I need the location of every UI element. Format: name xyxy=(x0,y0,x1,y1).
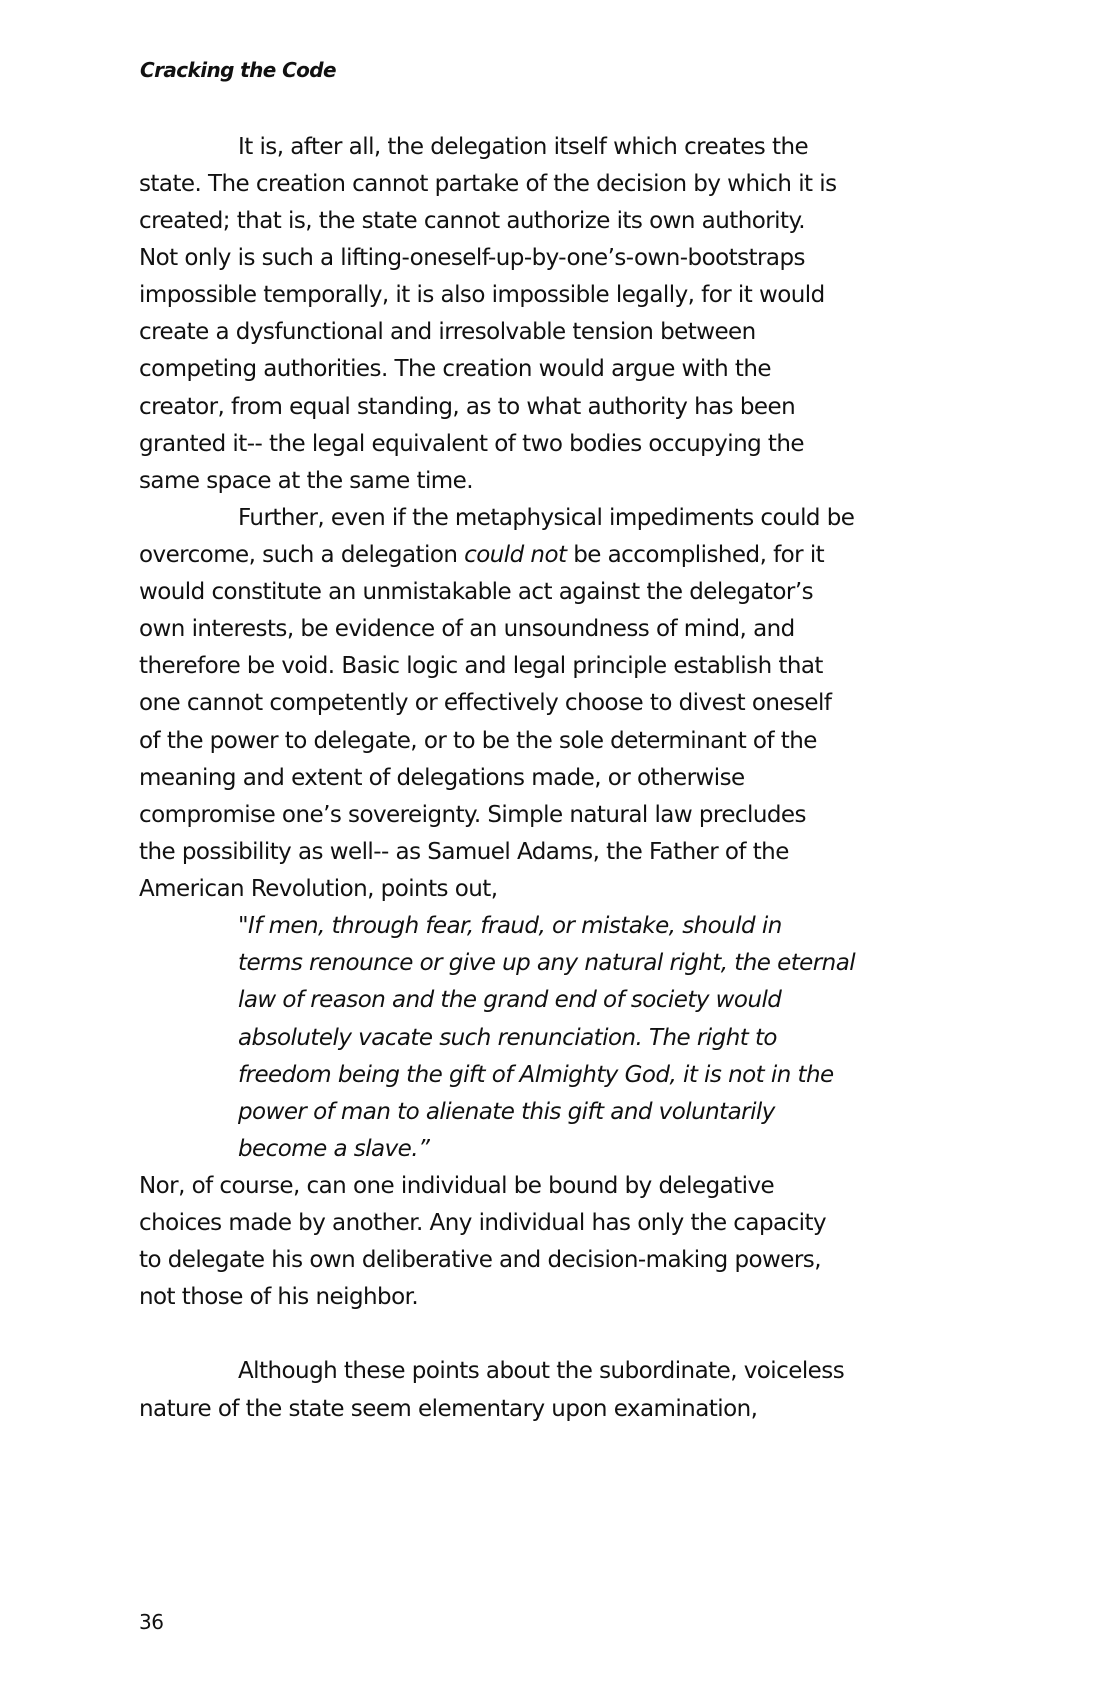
running-header-title: Cracking the Code xyxy=(140,58,336,82)
quote-line: become a slave.” xyxy=(238,1136,430,1162)
text-line: choices made by another. Any individual has only the capacity xyxy=(139,1210,827,1236)
text-line: not those of his neighbor. xyxy=(139,1284,419,1310)
text-line: created; that is, the state cannot authorize its own authority. xyxy=(139,208,805,234)
text-line: American Revolution, points out, xyxy=(139,876,498,902)
text-line: one cannot competently or effectively choose to divest oneself xyxy=(139,690,832,716)
text-line: granted it-- the legal equivalent of two bodies occupying the xyxy=(139,431,805,457)
page-number: 36 xyxy=(139,1610,164,1634)
text-line: create a dysfunctional and irresolvable tension between xyxy=(139,319,756,345)
text-line xyxy=(139,540,824,570)
text-line: creator, from equal standing, as to what authority has been xyxy=(139,394,796,420)
quote-line: absolutely vacate such renunciation. The right to xyxy=(238,1025,777,1051)
text-line: nature of the state seem elementary upon examination, xyxy=(139,1396,758,1422)
text-line: Further, even if the metaphysical impediments could be xyxy=(238,505,855,531)
text-line: Not only is such a lifting-oneself-up-by-one’s-own-bootstraps xyxy=(139,245,805,271)
quote-line: "If men, through fear, fraud, or mistake, should in xyxy=(238,913,782,939)
text-line: therefore be void. Basic logic and legal principle establish that xyxy=(139,653,823,679)
text-line: to delegate his own deliberative and decision-making powers, xyxy=(139,1247,821,1273)
emphasized-text: could not xyxy=(464,542,567,568)
text-run: overcome, such a delegation xyxy=(139,542,465,568)
text-line: competing authorities. The creation would argue with the xyxy=(139,356,772,382)
quote-line: law of reason and the grand end of society would xyxy=(238,987,782,1013)
text-line: Nor, of course, can one individual be bound by delegative xyxy=(139,1173,775,1199)
text-line: state. The creation cannot partake of the decision by which it is xyxy=(139,171,837,197)
text-line: meaning and extent of delegations made, or otherwise xyxy=(139,765,745,791)
text-line: same space at the same time. xyxy=(139,468,474,494)
text-line: of the power to delegate, or to be the sole determinant of the xyxy=(139,728,817,754)
quote-line: terms renounce or give up any natural right, the eternal xyxy=(238,950,856,976)
text-run: be accomplished, for it xyxy=(566,542,825,568)
text-line: Although these points about the subordinate, voiceless xyxy=(238,1358,845,1384)
text-line: the possibility as well-- as Samuel Adams, the Father of the xyxy=(139,839,789,865)
text-line: impossible temporally, it is also impossible legally, for it would xyxy=(139,282,825,308)
text-line: compromise one’s sovereignty. Simple natural law precludes xyxy=(139,802,806,828)
quote-line: power of man to alienate this gift and voluntarily xyxy=(238,1099,775,1125)
text-line: own interests, be evidence of an unsoundness of mind, and xyxy=(139,616,795,642)
text-line: would constitute an unmistakable act against the delegator’s xyxy=(139,579,814,605)
quote-line: freedom being the gift of Almighty God, it is not in the xyxy=(238,1062,834,1088)
text-line: It is, after all, the delegation itself which creates the xyxy=(238,134,809,160)
